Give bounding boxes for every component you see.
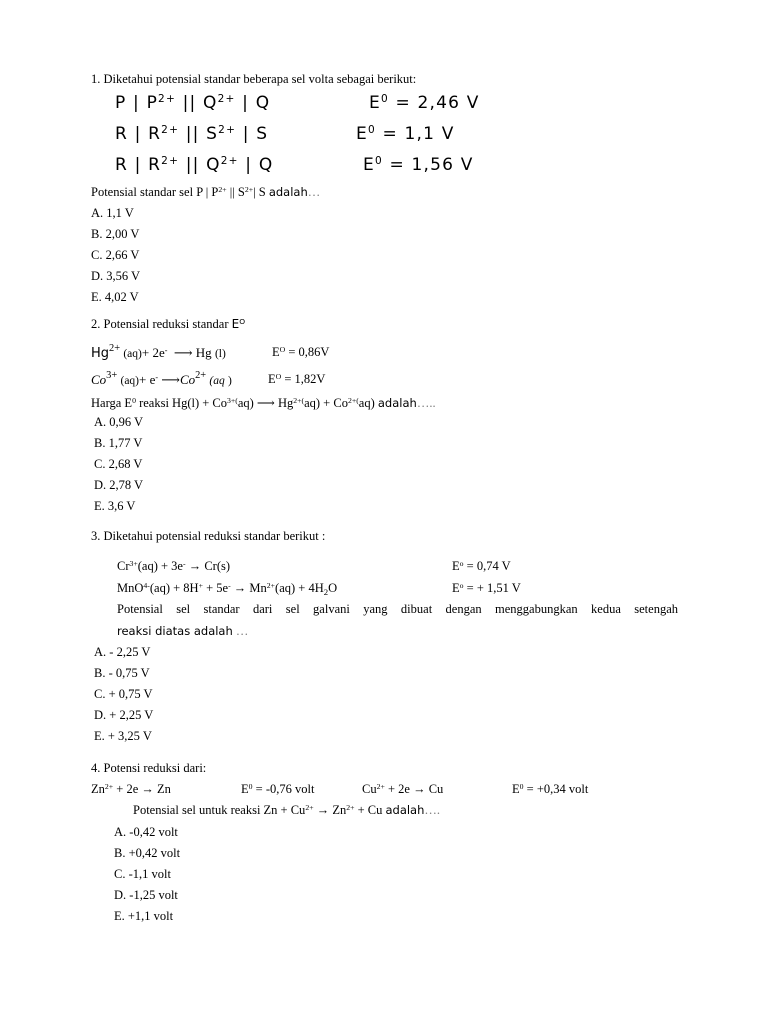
q2-question: Harga $E^0$ reaksi $Hg(l) + Co^{3+(}aq$) ⟶ $Hg^{2+(}aq) + Co^{2+(}aq$) adalah….. xyxy=(91,395,436,410)
q4-option-e: E. +1,1 volt xyxy=(114,909,174,923)
q3-reaction-1: $Cr^{3+}(aq) + 3e^- \to Cr(s)$ xyxy=(117,558,231,573)
q1-cell-1: P | $P^{2+}$ || $Q^{2+}$ | Q xyxy=(115,93,271,113)
q2-option-a: A. 0,96 V xyxy=(94,415,144,429)
q1-option-e: E. 4,02 V xyxy=(91,290,139,304)
q3-question-line-1: Potensial sel standar dari sel galvani yang dibuat dengan menggabungkan kedua setengah xyxy=(117,602,678,616)
q4-question: Potensial sel untuk reaksi $Zn + Cu^{2+} \to Zn^{2+} + Cu$ adalah…. xyxy=(133,802,441,817)
q2-reaction-2: $Co^{3+}$ (aq)+ e- $⟶Co^{2+}$ (aq ) xyxy=(91,370,232,387)
q1-option-c: C. 2,66 V xyxy=(91,248,140,262)
q1-option-d: D. 3,56 V xyxy=(91,269,141,283)
q3-reaction-2: $MnO^{4-}(aq) + 8H^+ + 5e^- \to Mn^{2+}(aq) + 4H_2O$ xyxy=(117,580,338,597)
q4-option-d: D. -1,25 volt xyxy=(114,888,178,902)
q1-cell-3-e0: $E^0 = 1,56$ V xyxy=(363,155,474,175)
q4-option-c: C. -1,1 volt xyxy=(114,867,171,881)
q4-half-reaction-zn: $Zn^{2+} + 2e \to Zn$ xyxy=(91,781,171,796)
q1-cell-2-e0: $E^0 = 1,1$ V xyxy=(356,124,455,144)
q3-reaction-2-e0: $E^o$ = + 1,51 V xyxy=(452,580,521,595)
q4-zn-e0: $E^0 = -0,76$ volt xyxy=(241,781,315,796)
q4-cu-e0: $E^0 = +0,34$ volt xyxy=(512,781,589,796)
q3-option-d: D. + 2,25 V xyxy=(94,708,154,722)
q4-option-b: B. +0,42 volt xyxy=(114,846,181,860)
q1-cell-3: R | $R^{2+}$ || $Q^{2+}$ | Q xyxy=(115,155,274,175)
q3-option-a: A. - 2,25 V xyxy=(94,645,151,659)
q1-cell-2: R | $R^{2+}$ || $S^{2+}$ | S xyxy=(115,124,269,144)
q2-option-c: C. 2,68 V xyxy=(94,457,143,471)
q1-option-b: B. 2,00 V xyxy=(91,227,140,241)
q2-reaction-1-e0: $E^O = 0,86V$ xyxy=(272,344,330,359)
q4-intro: 4. Potensi reduksi dari: xyxy=(91,761,207,775)
q2-option-b: B. 1,77 V xyxy=(94,436,143,450)
q3-reaction-1-e0: $E^o = 0,74$ V xyxy=(452,558,511,573)
q3-option-b: B. - 0,75 V xyxy=(94,666,150,680)
q1-question: Potensial standar sel P | $P^{2+}$ || $S^{2+}|$ S adalah… xyxy=(91,184,321,199)
q2-option-d: D. 2,78 V xyxy=(94,478,144,492)
q1-intro: 1. Diketahui potensial standar beberapa sel volta sebagai berikut: xyxy=(91,72,417,86)
q3-option-c: C. + 0,75 V xyxy=(94,687,153,701)
q4-option-a: A. -0,42 volt xyxy=(114,825,178,839)
q3-intro: 3. Diketahui potensial reduksi standar berikut : xyxy=(91,529,326,543)
q1-cell-1-e0: $E^0 = 2,46$ V xyxy=(369,93,480,113)
q2-reaction-2-e0: $E^O = 1,82V$ xyxy=(268,371,326,386)
q2-reaction-1: $Hg^{2+}$ (aq)+ 2e- ⟶ Hg (l) xyxy=(91,343,226,361)
q1-option-a: A. 1,1 V xyxy=(91,206,134,220)
q3-option-e: E. + 3,25 V xyxy=(94,729,152,743)
q2-option-e: E. 3,6 V xyxy=(94,499,136,513)
q3-question-line-2: reaksi diatas adalah … xyxy=(117,624,249,638)
q2-intro: 2. Potensial reduksi standar $E^O$ xyxy=(91,316,246,331)
q4-half-reaction-cu: $Cu^{2+} + 2e \to Cu$ xyxy=(362,781,444,796)
